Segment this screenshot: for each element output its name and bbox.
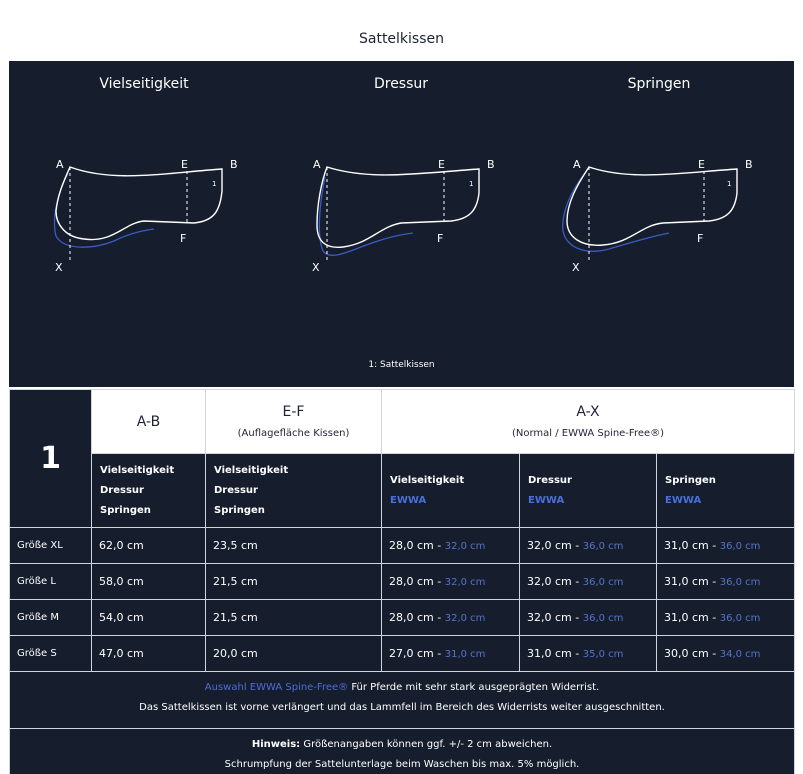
value-separator: - [708, 611, 720, 624]
header-ax [382, 390, 795, 454]
label-e: E [438, 158, 445, 171]
hint-text: Größenangaben können ggf. +/- 2 cm abweichen. [300, 739, 553, 750]
saddle-pad-diagram-springen [559, 151, 759, 281]
value-separator: - [433, 611, 445, 624]
row-ab-value: 62,0 cm [92, 528, 206, 564]
label-b: B [745, 158, 753, 171]
header-ab [92, 390, 206, 454]
label-b: B [487, 158, 495, 171]
note-ewwa-text: Für Pferde mit sehr stark ausgeprägten Widerrist. [348, 682, 600, 693]
subheader-ef-line: Vielseitigkeit [214, 464, 289, 476]
row-ef-value: 20,0 cm [206, 636, 382, 672]
value-ewwa: 35,0 cm [582, 649, 624, 660]
row-size-label: Größe XL [10, 528, 92, 564]
value-ewwa: 36,0 cm [582, 577, 624, 588]
ewwa-outline [55, 173, 155, 247]
diagram-title-dressur: Dressur [373, 76, 429, 92]
label-x: X [55, 261, 63, 274]
label-x: X [572, 261, 580, 274]
label-one: 1 [212, 180, 217, 188]
value-ewwa: 32,0 cm [444, 613, 486, 624]
label-f: F [697, 232, 704, 245]
page-title: Sattelkissen [9, 19, 794, 59]
header-ab-title: A-B [136, 413, 161, 430]
row-ax-vielseitigkeit [382, 636, 520, 672]
table-row [10, 636, 795, 672]
table-row [10, 600, 795, 636]
value-ewwa: 36,0 cm [582, 541, 624, 552]
header-ef-subtitle: (Auflagefläche Kissen) [237, 428, 350, 439]
subheader-ax-dressur [520, 454, 657, 528]
diagram-title-springen: Springen [627, 76, 691, 92]
note-ewwa-accent: Auswahl EWWA Spine-Free® [204, 682, 349, 693]
value-separator: - [433, 647, 445, 660]
value-separator: - [708, 539, 720, 552]
header-ef-title: E-F [282, 404, 305, 420]
header-ef [206, 390, 382, 454]
subheader-ax-springen [657, 454, 795, 528]
row-ax-dressur [520, 636, 657, 672]
header-ax-subtitle: (Normal / EWWA Spine-Free®) [511, 428, 665, 439]
hint-note-row [10, 729, 795, 774]
value-separator: - [571, 647, 583, 660]
subheader-ax-vielseitigkeit [382, 454, 520, 528]
label-a: A [313, 158, 321, 171]
subheader-ef [206, 454, 382, 528]
row-ax-springen [657, 564, 795, 600]
pad-outline [56, 167, 222, 240]
value-normal: 28,0 cm [389, 611, 434, 624]
row-ax-dressur [520, 528, 657, 564]
header-ax-title: A-X [576, 404, 600, 420]
saddle-pad-diagram-vielseitigkeit [44, 151, 244, 281]
subheader-ewwa-tag: EWWA [528, 494, 565, 506]
value-separator: - [571, 611, 583, 624]
row-ax-springen [657, 528, 795, 564]
label-f: F [437, 232, 444, 245]
value-normal: 32,0 cm [527, 539, 572, 552]
row-size-label: Größe S [10, 636, 92, 672]
value-separator: - [433, 575, 445, 588]
row-ab-value: 47,0 cm [92, 636, 206, 672]
value-separator: - [433, 539, 445, 552]
value-separator: - [708, 647, 720, 660]
subheader-name: Vielseitigkeit [390, 474, 465, 486]
saddle-pad-diagram-dressur [301, 151, 501, 281]
hint-detail: Schrumpfung der Sattelunterlage beim Waschen bis max. 5% möglich. [224, 759, 580, 770]
note-ewwa-detail: Das Sattelkissen ist vorne verlängert und das Lammfell im Bereich des Widerrists weiter ausgeschnitten. [139, 702, 665, 713]
subheader-ab-line: Springen [100, 504, 151, 516]
label-f: F [180, 232, 187, 245]
subheader-ab [92, 454, 206, 528]
diagram-title-vielseitigkeit: Vielseitigkeit [99, 76, 189, 92]
ewwa-note-row [10, 672, 795, 729]
size-table [9, 389, 795, 774]
table-row [10, 528, 795, 564]
label-e: E [698, 158, 705, 171]
table-number: 1 [10, 390, 92, 528]
row-size-label: Größe L [10, 564, 92, 600]
hint-note [10, 729, 795, 774]
value-separator: - [708, 575, 720, 588]
value-ewwa: 32,0 cm [444, 577, 486, 588]
value-normal: 31,0 cm [664, 575, 709, 588]
value-normal: 31,0 cm [664, 611, 709, 624]
label-one: 1 [469, 180, 474, 188]
value-normal: 32,0 cm [527, 611, 572, 624]
ewwa-note [10, 672, 795, 729]
label-b: B [230, 158, 238, 171]
value-ewwa: 36,0 cm [719, 541, 761, 552]
value-normal: 28,0 cm [389, 575, 434, 588]
label-x: X [312, 261, 320, 274]
value-ewwa: 36,0 cm [719, 577, 761, 588]
value-normal: 27,0 cm [389, 647, 434, 660]
subheader-name: Springen [665, 474, 716, 486]
subheader-ewwa-tag: EWWA [665, 494, 702, 506]
value-separator: - [571, 539, 583, 552]
subheader-ewwa-tag: EWWA [390, 494, 427, 506]
value-normal: 31,0 cm [664, 539, 709, 552]
value-normal: 32,0 cm [527, 575, 572, 588]
diagram-footnote: 1: Sattelkissen [368, 360, 435, 370]
value-normal: 31,0 cm [527, 647, 572, 660]
label-one: 1 [727, 180, 732, 188]
value-normal: 30,0 cm [664, 647, 709, 660]
pad-outline [567, 167, 737, 245]
row-size-label: Größe M [10, 600, 92, 636]
value-separator: - [571, 575, 583, 588]
value-normal: 28,0 cm [389, 539, 434, 552]
table-row [10, 564, 795, 600]
row-ax-springen [657, 636, 795, 672]
value-ewwa: 34,0 cm [719, 649, 761, 660]
subheader-ab-line: Dressur [100, 484, 144, 496]
ewwa-outline [319, 177, 413, 255]
row-ef-value: 23,5 cm [206, 528, 382, 564]
row-ax-vielseitigkeit [382, 528, 520, 564]
value-ewwa: 32,0 cm [444, 541, 486, 552]
row-ax-springen [657, 600, 795, 636]
row-ax-dressur [520, 564, 657, 600]
value-ewwa: 36,0 cm [582, 613, 624, 624]
subheader-name: Dressur [528, 474, 572, 486]
row-ef-value: 21,5 cm [206, 564, 382, 600]
label-a: A [573, 158, 581, 171]
label-e: E [181, 158, 188, 171]
value-ewwa: 36,0 cm [719, 613, 761, 624]
label-a: A [56, 158, 64, 171]
value-ewwa: 31,0 cm [444, 649, 486, 660]
hint-label: Hinweis: [251, 739, 301, 750]
subheader-ef-line: Springen [214, 504, 265, 516]
diagram-panel [9, 61, 794, 387]
row-ax-dressur [520, 600, 657, 636]
subheader-ab-line: Vielseitigkeit [100, 464, 175, 476]
subheader-ef-line: Dressur [214, 484, 258, 496]
row-ax-vielseitigkeit [382, 600, 520, 636]
row-ab-value: 54,0 cm [92, 600, 206, 636]
row-ax-vielseitigkeit [382, 564, 520, 600]
row-ef-value: 21,5 cm [206, 600, 382, 636]
row-ab-value: 58,0 cm [92, 564, 206, 600]
